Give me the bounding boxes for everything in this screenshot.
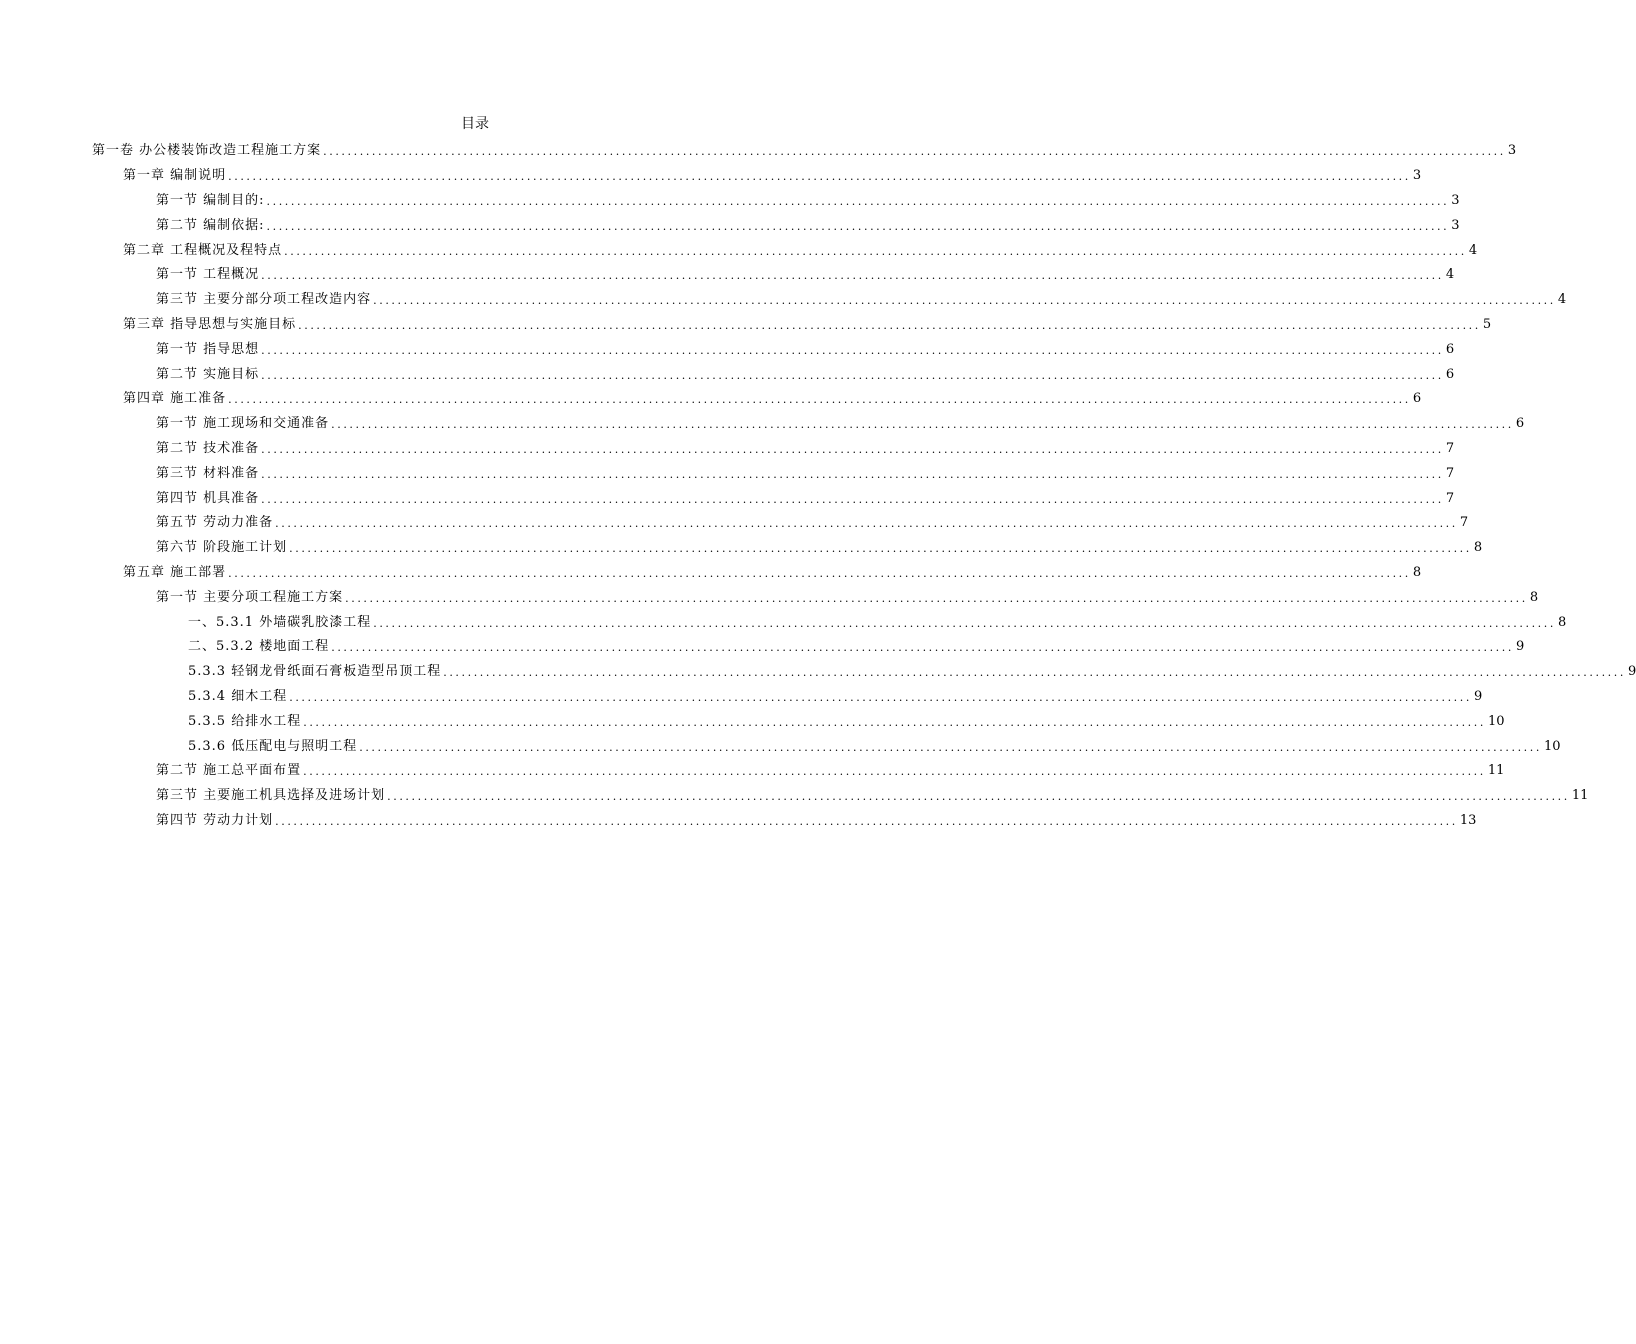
toc-page-number: 8	[1412, 564, 1422, 580]
toc-entry-text: 5.3.3 轻钢龙骨纸面石膏板造型吊顶工程	[188, 664, 442, 680]
toc-dot-leader: ..................................................................................................................................................................................................	[373, 294, 1556, 308]
toc-dot-leader: ..................................................................................................................................................................................................	[303, 765, 1486, 779]
toc-entry-text: 第一章 编制说明	[123, 168, 227, 184]
toc-entry-text: 二、5.3.2 楼地面工程	[188, 639, 330, 655]
toc-entry-text: 一、5.3.1 外墙碳乳胶漆工程	[188, 614, 372, 630]
toc-entry[interactable]	[0, 288, 1567, 313]
toc-dot-leader: ..................................................................................................................................................................................................	[275, 517, 1458, 531]
toc-entry-text: 第一卷 办公楼装饰改造工程施工方案	[92, 143, 322, 159]
toc-entry[interactable]	[0, 213, 1460, 238]
toc-page-number: 9	[1515, 639, 1525, 655]
toc-entry[interactable]	[0, 486, 1455, 511]
toc-dot-leader: ..................................................................................................................................................................................................	[289, 542, 1472, 556]
toc-entry[interactable]	[0, 437, 1455, 462]
toc-dot-leader: ..................................................................................................................................................................................................	[284, 244, 1467, 258]
toc-dot-leader: ..................................................................................................................................................................................................	[266, 219, 1450, 233]
table-of-contents	[0, 139, 1636, 833]
toc-entry-text: 第三节 主要施工机具选择及进场计划	[156, 788, 386, 804]
toc-dot-leader: ..................................................................................................................................................................................................	[228, 566, 1411, 580]
toc-entry[interactable]	[0, 412, 1525, 437]
toc-page-number: 8	[1473, 540, 1483, 556]
toc-dot-leader: ..................................................................................................................................................................................................	[303, 715, 1486, 729]
toc-page-number: 6	[1445, 341, 1455, 357]
toc-entry[interactable]	[0, 313, 1492, 338]
toc-entry[interactable]	[0, 238, 1478, 263]
toc-entry[interactable]	[0, 139, 1517, 164]
toc-entry-text: 第一节 编制目的:	[156, 192, 265, 208]
toc-page-number: 8	[1529, 589, 1539, 605]
toc-dot-leader: ..................................................................................................................................................................................................	[345, 591, 1528, 605]
toc-page-number: 11	[1571, 788, 1589, 804]
toc-page-number: 10	[1543, 738, 1561, 754]
toc-entry[interactable]	[0, 784, 1589, 809]
toc-entry[interactable]	[0, 337, 1455, 362]
toc-page-number: 7	[1445, 490, 1455, 506]
toc-entry[interactable]	[0, 734, 1561, 759]
toc-page-number: 4	[1557, 292, 1567, 308]
toc-dot-leader: ..................................................................................................................................................................................................	[373, 616, 1556, 630]
toc-dot-leader: ..................................................................................................................................................................................................	[387, 790, 1570, 804]
toc-entry-text: 第二节 技术准备	[156, 440, 260, 456]
toc-entry[interactable]	[0, 685, 1483, 710]
toc-page-number: 9	[1473, 688, 1483, 704]
toc-dot-leader: ..................................................................................................................................................................................................	[331, 641, 1514, 655]
toc-entry[interactable]	[0, 585, 1539, 610]
toc-entry[interactable]	[0, 561, 1422, 586]
toc-entry-text: 5.3.4 细木工程	[188, 688, 288, 704]
toc-entry-text: 第五节 劳动力准备	[156, 515, 274, 531]
toc-dot-leader: ..................................................................................................................................................................................................	[261, 492, 1444, 506]
toc-entry-text: 第一节 主要分项工程施工方案	[156, 589, 344, 605]
toc-page-number: 6	[1412, 391, 1422, 407]
toc-entry[interactable]	[0, 164, 1422, 189]
toc-page-number: 4	[1468, 242, 1478, 258]
toc-entry[interactable]	[0, 660, 1636, 685]
toc-entry[interactable]	[0, 709, 1505, 734]
toc-dot-leader: ..................................................................................................................................................................................................	[261, 269, 1444, 283]
toc-entry-text: 第二节 施工总平面布置	[156, 763, 302, 779]
toc-entry-text: 第一节 施工现场和交通准备	[156, 416, 330, 432]
toc-entry-text: 第一节 指导思想	[156, 341, 260, 357]
toc-dot-leader: ..................................................................................................................................................................................................	[261, 368, 1444, 382]
toc-page-number: 7	[1445, 440, 1455, 456]
toc-entry[interactable]	[0, 189, 1460, 214]
toc-dot-leader: ..................................................................................................................................................................................................	[298, 318, 1481, 332]
toc-entry-text: 第四节 机具准备	[156, 490, 260, 506]
toc-entry-text: 第四节 劳动力计划	[156, 812, 274, 828]
toc-dot-leader: ..................................................................................................................................................................................................	[266, 194, 1450, 208]
toc-dot-leader: ..................................................................................................................................................................................................	[359, 740, 1542, 754]
toc-page-number: 4	[1445, 267, 1455, 283]
toc-entry-text: 第五章 施工部署	[123, 564, 227, 580]
toc-entry-text: 第六节 阶段施工计划	[156, 540, 288, 556]
toc-entry[interactable]	[0, 610, 1567, 635]
toc-page-number: 3	[1451, 217, 1460, 233]
toc-dot-leader: ..................................................................................................................................................................................................	[323, 145, 1506, 159]
toc-entry[interactable]	[0, 511, 1469, 536]
toc-entry-text: 第一节 工程概况	[156, 267, 260, 283]
toc-entry[interactable]	[0, 387, 1422, 412]
toc-page-number: 6	[1445, 366, 1455, 382]
toc-page-number: 3	[1412, 168, 1422, 184]
toc-entry-text: 第三章 指导思想与实施目标	[123, 316, 297, 332]
toc-page-number: 5	[1482, 316, 1492, 332]
toc-dot-leader: ..................................................................................................................................................................................................	[228, 170, 1411, 184]
toc-page-number: 13	[1459, 812, 1477, 828]
toc-dot-leader: ..................................................................................................................................................................................................	[289, 690, 1472, 704]
toc-dot-leader: ..................................................................................................................................................................................................	[331, 418, 1514, 432]
toc-page-number: 8	[1557, 614, 1567, 630]
toc-entry-text: 第二节 实施目标	[156, 366, 260, 382]
toc-entry[interactable]	[0, 635, 1525, 660]
toc-entry-text: 5.3.5 给排水工程	[188, 713, 302, 729]
toc-dot-leader: ..................................................................................................................................................................................................	[261, 343, 1444, 357]
toc-page-number: 3	[1451, 192, 1460, 208]
toc-dot-leader: ..................................................................................................................................................................................................	[261, 442, 1444, 456]
toc-dot-leader: ..................................................................................................................................................................................................	[275, 814, 1458, 828]
toc-entry-text: 第三节 主要分部分项工程改造内容	[156, 292, 372, 308]
toc-page-number: 7	[1459, 515, 1469, 531]
toc-page-number: 11	[1487, 763, 1505, 779]
toc-entry-text: 5.3.6 低压配电与照明工程	[188, 738, 358, 754]
toc-entry[interactable]	[0, 362, 1455, 387]
toc-page-number: 6	[1515, 416, 1525, 432]
toc-entry-text: 第二节 编制依据:	[156, 217, 265, 233]
toc-page-number: 7	[1445, 465, 1455, 481]
toc-title: 目录	[461, 116, 489, 132]
toc-page-number: 9	[1627, 664, 1636, 680]
toc-entry[interactable]	[0, 809, 1477, 834]
toc-page-number: 10	[1487, 713, 1505, 729]
toc-entry[interactable]	[0, 759, 1505, 784]
toc-entry[interactable]	[0, 536, 1483, 561]
toc-entry[interactable]	[0, 263, 1455, 288]
toc-entry-text: 第二章 工程概况及程特点	[123, 242, 283, 258]
toc-entry-text: 第四章 施工准备	[123, 391, 227, 407]
toc-dot-leader: ..................................................................................................................................................................................................	[228, 393, 1411, 407]
toc-page-number: 3	[1507, 143, 1517, 159]
toc-dot-leader: ..................................................................................................................................................................................................	[443, 666, 1626, 680]
toc-dot-leader: ..................................................................................................................................................................................................	[261, 467, 1444, 481]
toc-entry-text: 第三节 材料准备	[156, 465, 260, 481]
toc-entry[interactable]	[0, 461, 1455, 486]
